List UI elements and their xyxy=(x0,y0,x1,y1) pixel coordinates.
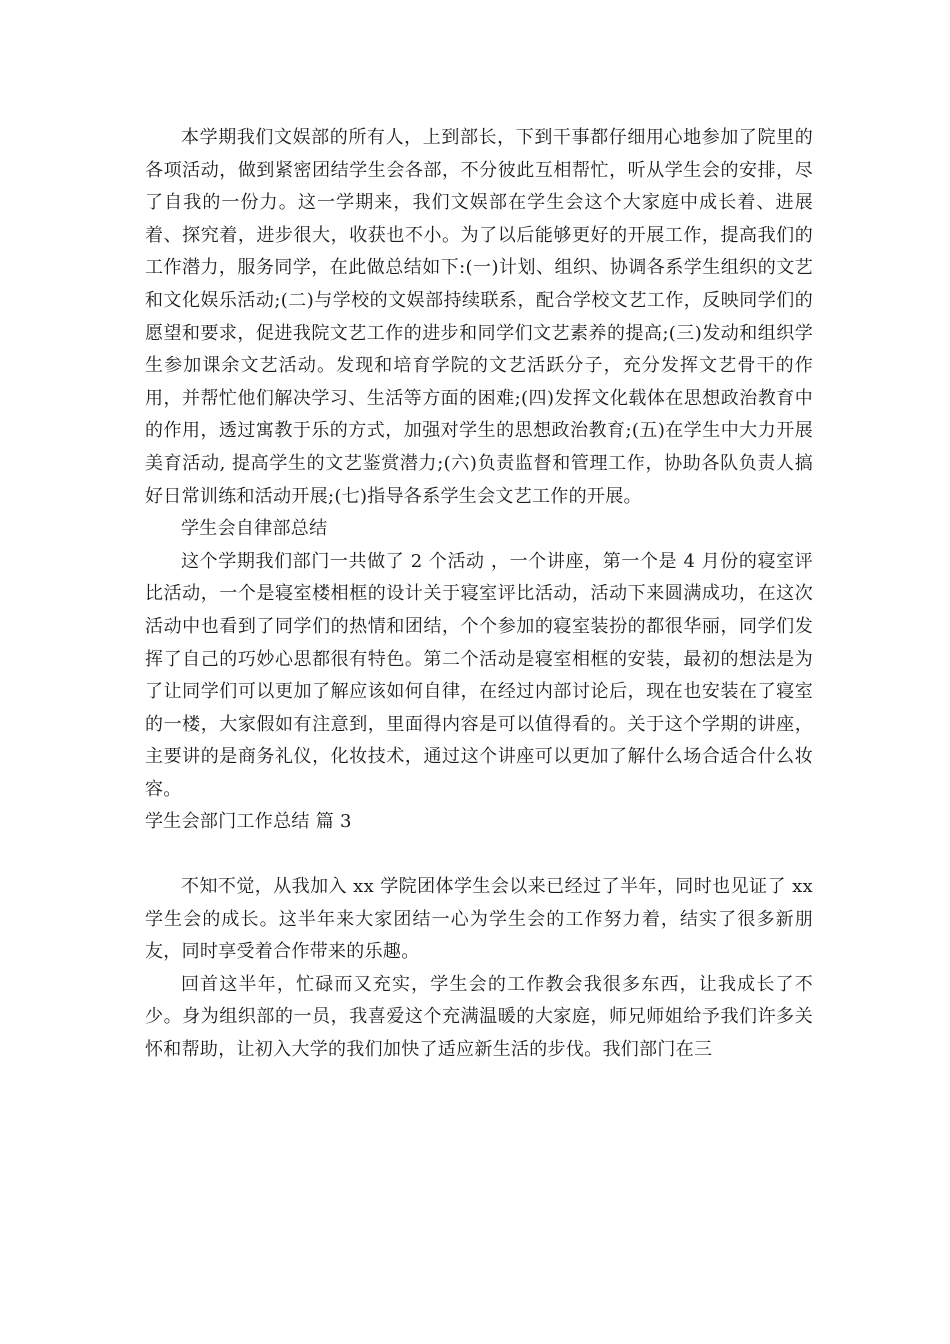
paragraph-joining-student-union: 不知不觉，从我加入 xx 学院团体学生会以来已经过了半年，同时也见证了 xx 学生会的成长。这半年来大家团结一心为学生会的工作努力着，结实了很多新朋友，同时享受着合作带来的乐趣。 xyxy=(145,876,813,963)
paragraph-art-department-summary: 本学期我们文娱部的所有人，上到部长，下到干事都仔细用心地参加了院里的各项活动，做到紧密团结学生会各部，不分彼此互相帮忙，听从学生会的安排，尽了自我的一份力。这一学期来，我们文娱部在学生会这个大家庭中成长着、进展着、探究着，进步很大，收获也不小。为了以后能够更好的开展工作，提高我们的工作潜力，服务同学，在此做总结如下:(一)计划、组织、协调各系学生组织的文艺和文化娱乐活动;(二)与学校的文娱部持续联系，配合学校文艺工作，反映同学们的愿望和要求，促进我院文艺工作的进步和同学们文艺素养的提高;(三)发动和组织学生参加课余文艺活动。发现和培育学院的文艺活跃分子，充分发挥文艺骨干的作用，并帮忙他们解决学习、生活等方面的困难;(四)发挥文化载体在思想政治教育中的作用，透过寓教于乐的方式，加强对学生的思想政治教育;(五)在学生中大力开展美育活动, 提高学生的文艺鉴赏潜力;(六)负责监督和管理工作，协助各队负责人搞好日常训练和活动开展;(七)指导各系学生会文艺工作的开展。 xyxy=(145,127,813,507)
section-title-part-3: 学生会部门工作总结 篇 3 xyxy=(145,811,352,833)
document-body xyxy=(145,122,813,1067)
paragraph-self-discipline-activities: 这个学期我们部门一共做了 2 个活动 ，一个讲座，第一个是 4 月份的寝室评比活动，一个是寝室楼相框的设计关于寝室评比活动，活动下来圆满成功，在这次活动中也看到了同学们的热情和团结，个个参加的寝室装扮的都很华丽，同学们发挥了自己的巧妙心思都很有特色。第二个活动是寝室相框的安装，最初的想法是为了让同学们可以更加了解应该如何自律，在经过内部讨论后，现在也安装在了寝室的一楼，大家假如有注意到，里面得内容是可以值得看的。关于这个学期的讲座，主要讲的是商务礼仪，化妆技术，通过这个讲座可以更加了解什么场合适合什么妆容。 xyxy=(145,550,813,800)
heading-self-discipline-summary: 学生会自律部总结 xyxy=(181,518,328,540)
paragraph-looking-back: 回首这半年，忙碌而又充实，学生会的工作教会我很多东西，让我成长了不少。身为组织部的一员，我喜爱这个充满温暖的大家庭，师兄师姐给予我们许多关怀和帮助，让初入大学的我们加快了适应新生活的步伐。我们部门在三 xyxy=(145,973,813,1061)
blank-line xyxy=(145,839,813,871)
